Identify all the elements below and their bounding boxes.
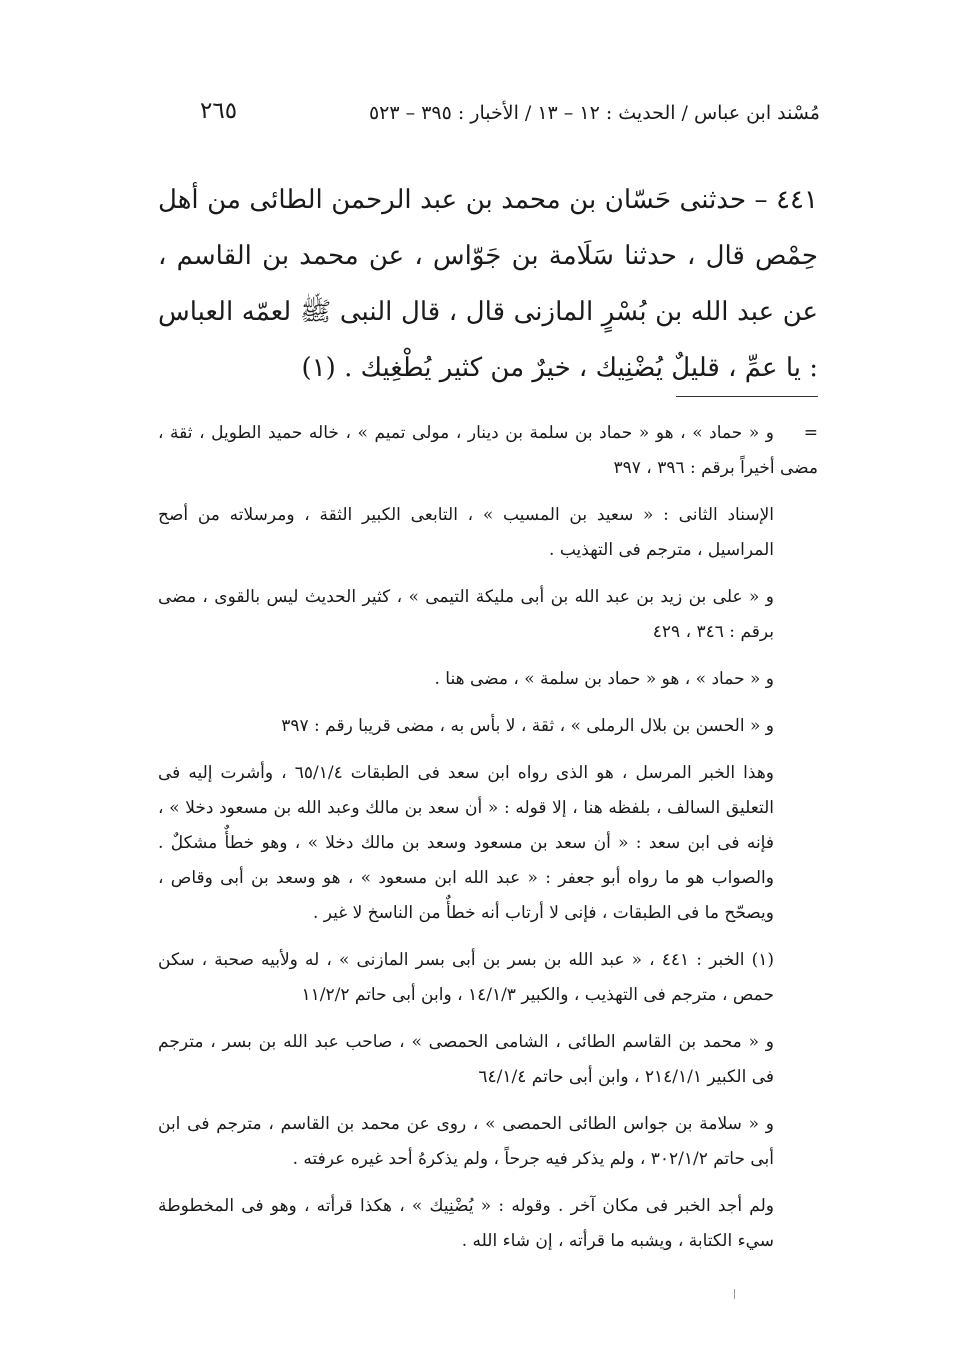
footnote-paragraph: و « سلامة بن جواس الطائى الحمصى » ، روى عن محمد بن القاسم ، مترجم فى ابن أبى حاتم ٣٠٢/١/٢ ، ولم يذكر فيه جرحاً ، ولم يذكرهُ أحد غيره عرفته . xyxy=(158,1114,774,1169)
footnote-text: و « حماد » ، هو « حماد بن سلمة بن دينار ، مولى تميم » ، خاله حميد الطويل ، ثقة ، مضى أخيراً برقم : ٣٩٦ ، ٣٩٧ xyxy=(158,423,818,478)
footnote-separator xyxy=(676,396,818,397)
footnote-continued xyxy=(158,416,818,486)
scan-mark xyxy=(734,1289,735,1299)
footnote-1: (١) الخبر : ٤٤١ ، « عبد الله بن بسر بن أبى بسر المازنى » ، له ولأبيه صحبة ، سكن حمص ، مترجم فى التهذيب ، والكبير ١٤/١/٣ ، وابن أبى حاتم ١١/٢/٢ xyxy=(158,950,774,1005)
footnote-paragraph: و « الحسن بن بلال الرملى » ، ثقة ، لا بأس به ، مضى قريبا رقم : ٣٩٧ xyxy=(281,716,774,736)
footnote-paragraph: الإسناد الثانى : « سعيد بن المسيب » ، التابعى الكبير الثقة ، ومرسلاته من أصح المراسيل ، مترجم فى التهذيب . xyxy=(158,505,774,560)
footnote-paragraph: و « محمد بن القاسم الطائى ، الشامى الحمصى » ، صاحب عبد الله بن بسر ، مترجم فى الكبير ٢١٤/١/١ ، وابن أبى حاتم ٦٤/١/٤ xyxy=(158,1032,774,1087)
footnote-paragraph: و « على بن زيد بن عبد الله بن أبى مليكة التيمى » ، كثير الحديث ليس بالقوى ، مضى برقم : ٣٤٦ ، ٤٢٩ xyxy=(158,587,774,642)
main-hadith-text: ٤٤١ – حدثنى حَسّان بن محمد بن عبد الرحمن الطائى من أهل حِمْص قال ، حدثنا سَلَامة بن جَوّاس ، عن محمد بن القاسم ، عن عبد الله بن بُسْرٍ المازنى قال ، قال النبى ﷺ لعمّه العباس : يا عمِّ ، قليلٌ يُضْنِيك ، خيرٌ من كثير يُطْغِيك . (١) xyxy=(158,185,818,383)
running-title: مُسْند ابن عباس / الحديث : ١٢ – ١٣ / الأخبار : ٣٩٥ – ٥٢٣ xyxy=(368,102,820,124)
footnote-paragraph: و « حماد » ، هو « حماد بن سلمة » ، مضى هنا . xyxy=(434,669,774,689)
footnote-paragraph: وهذا الخبر المرسل ، هو الذى رواه ابن سعد فى الطبقات ٦٥/١/٤ ، وأشرت إليه فى التعليق السالف ، بلفظه هنا ، إلا قوله : « أن سعد بن مالك وعبد الله بن مسعود دخلا » ، فإنه فى ابن سعد : « أن سعد بن مسعود وسعد بن مالك دخلا » ، وهو خطأٌ مشكلٌ . والصواب هو ما رواه أبو جعفر : « عبد الله ابن مسعود » ، هو وسعد بن أبى وقاص ، ويصحّح ما فى الطبقات ، فإنى لا أرتاب أنه خطأٌ من الناسخ لا غير . xyxy=(158,763,774,923)
page-header xyxy=(190,98,820,134)
footnote-paragraph: ولم أجد الخبر فى مكان آخر . وقوله : « يُضْنِيك » ، هكذا قرأته ، وهو فى المخطوطة سيء الكتابة ، ويشبه ما قرأته ، إن شاء الله . xyxy=(158,1196,774,1251)
continuation-marker: = xyxy=(803,423,818,443)
footnotes xyxy=(158,416,818,1271)
page-number: ٢٦٥ xyxy=(200,98,238,124)
